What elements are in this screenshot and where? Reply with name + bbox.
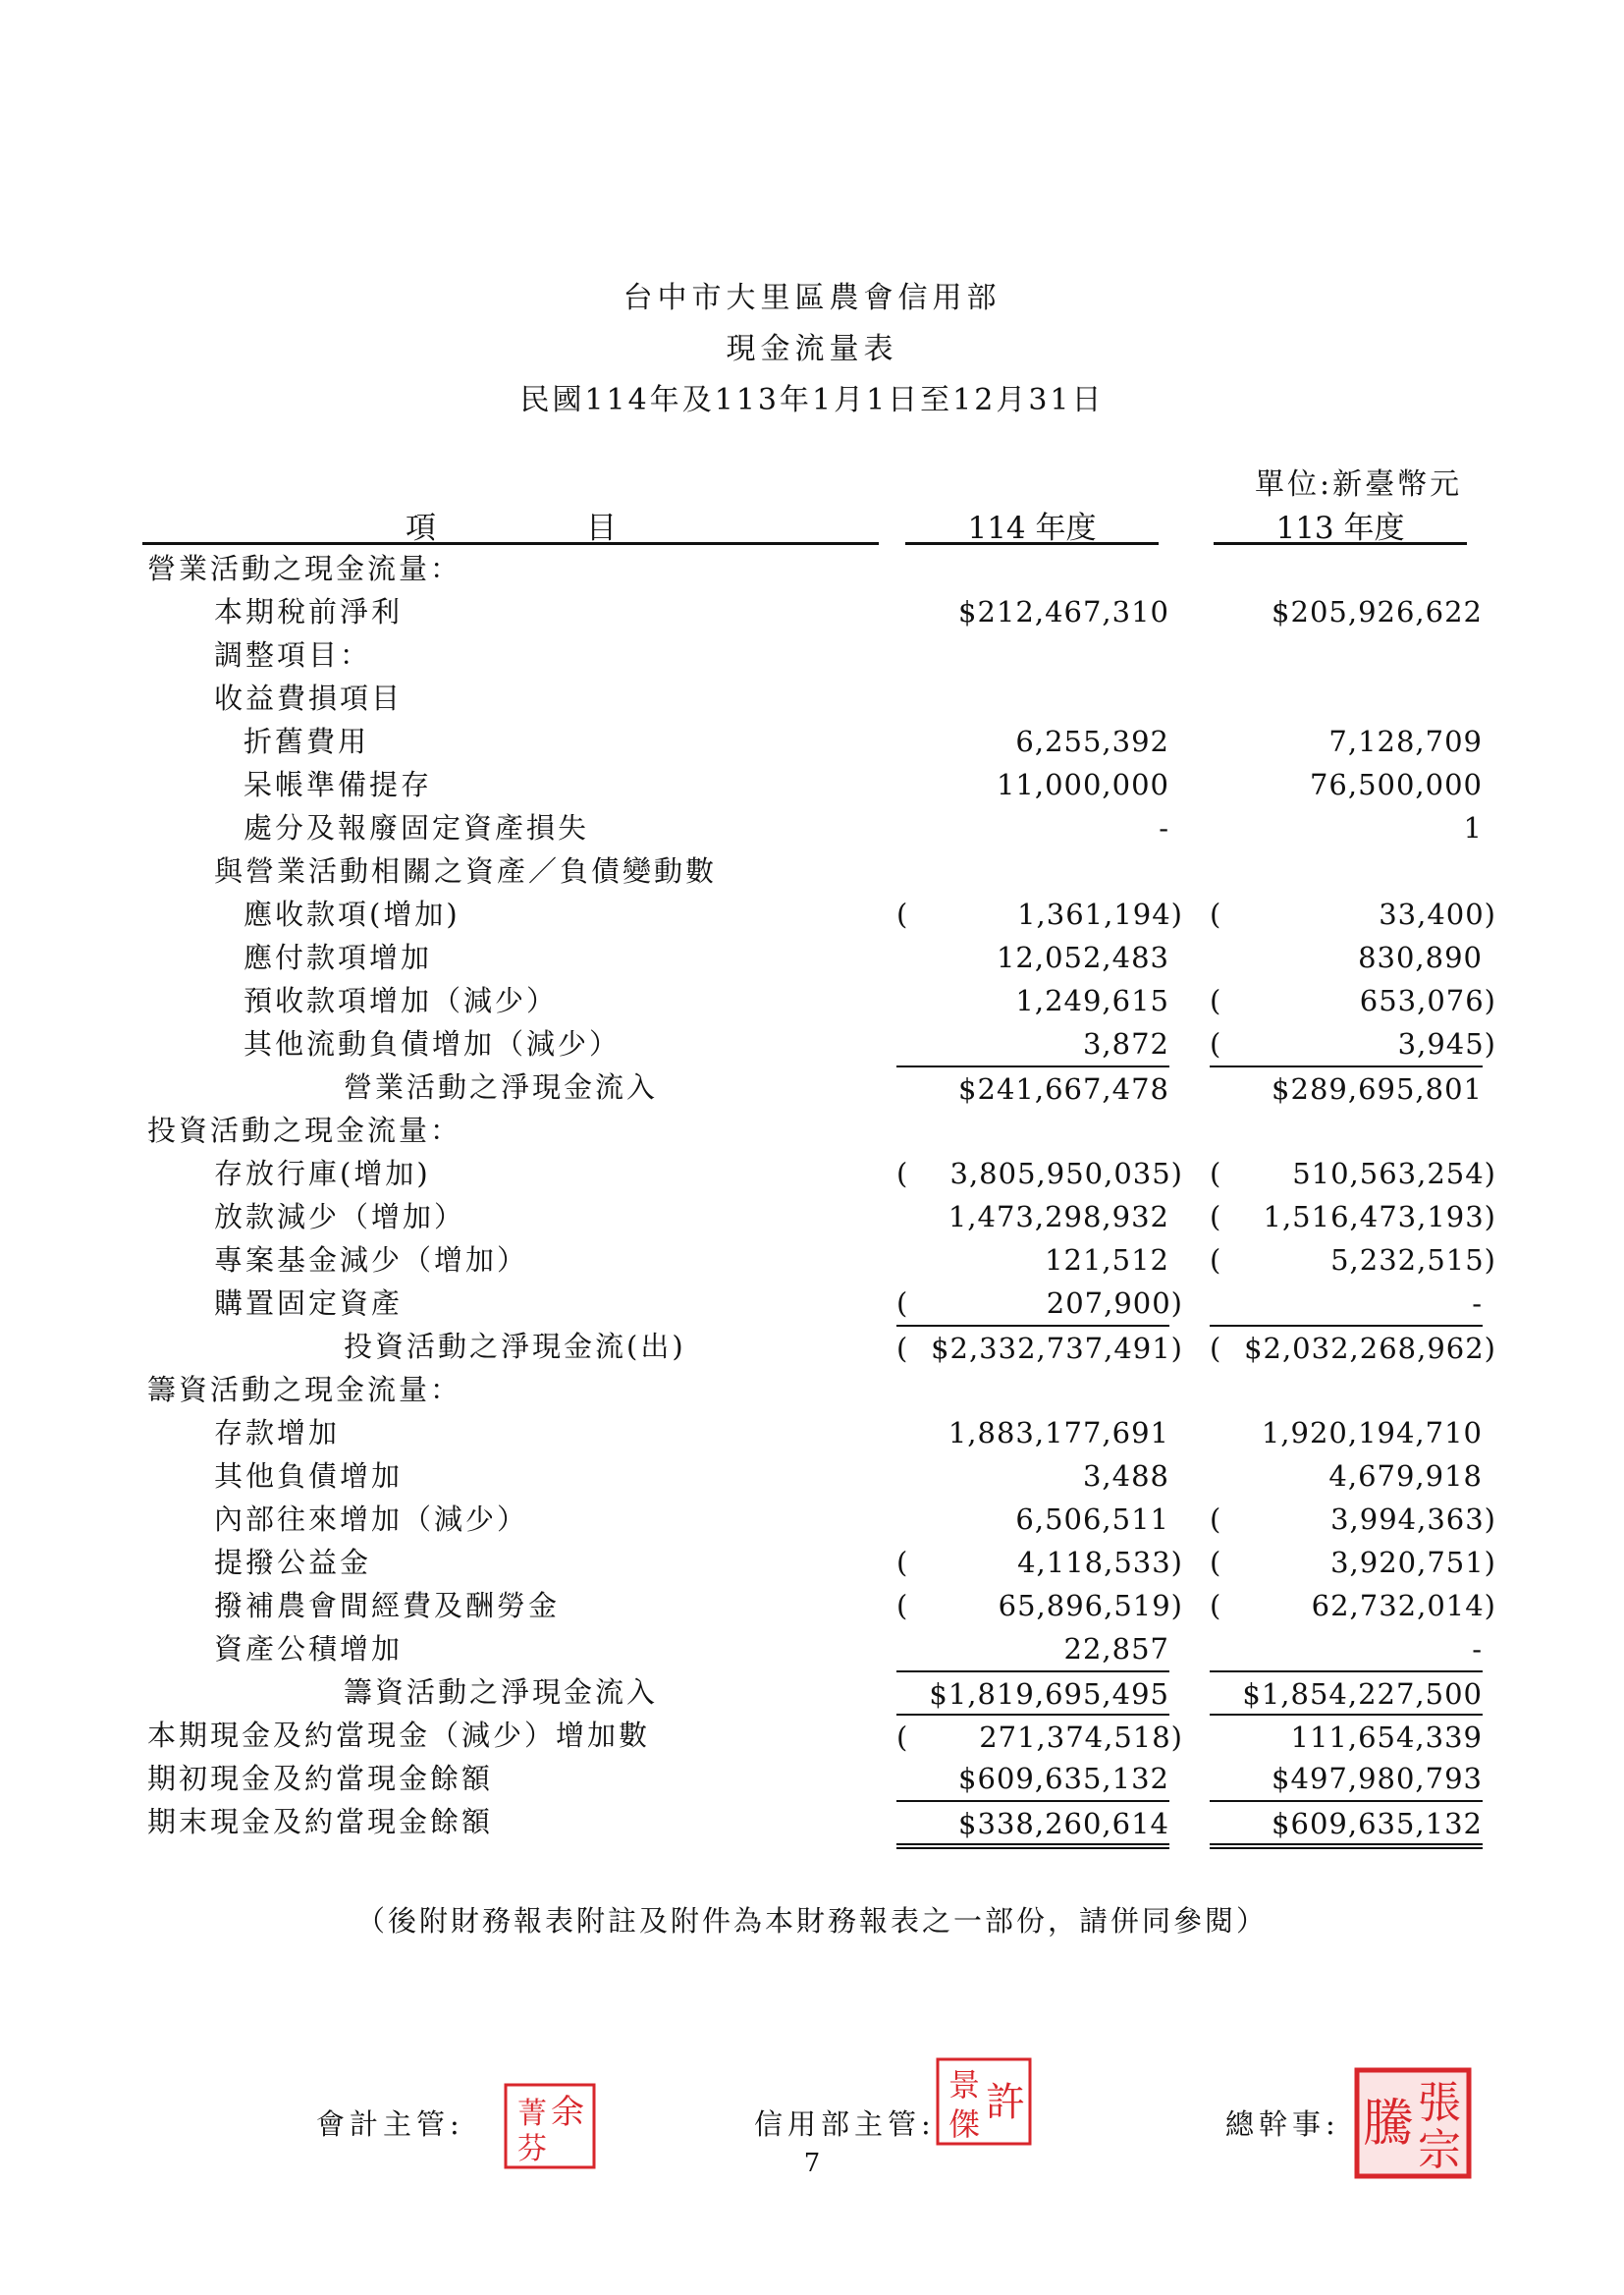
negative-paren: (	[896, 898, 908, 931]
table-row	[0, 547, 1624, 590]
prior-year-value-cell	[1210, 1584, 1496, 1627]
item-column-header	[142, 503, 879, 545]
table-row	[0, 1670, 1624, 1714]
table-row	[0, 1368, 1624, 1411]
row-label: 調整項目：	[214, 638, 372, 672]
prior-year-value: 653,076)	[1359, 984, 1496, 1017]
current-year-value: 6,506,511	[1015, 1503, 1169, 1536]
general-manager-seal	[1353, 2066, 1473, 2180]
prior-year-value-cell	[1210, 720, 1483, 763]
table-row	[0, 1541, 1624, 1584]
item-header-char-2: 目	[586, 511, 617, 546]
current-year-value: 121,512	[1045, 1243, 1169, 1277]
current-year-value-cell	[896, 936, 1169, 979]
table-row	[0, 1411, 1624, 1454]
negative-paren: (	[896, 1286, 908, 1320]
prior-year-value-cell	[1210, 1714, 1483, 1759]
current-year-value-cell	[896, 1195, 1169, 1238]
prior-year-value: 3,920,751)	[1330, 1546, 1496, 1579]
svg-text:景: 景	[947, 2066, 981, 2104]
prior-year-value: $205,926,622	[1272, 595, 1483, 628]
current-year-value-cell	[896, 1066, 1169, 1111]
row-label: 存款增加	[214, 1416, 341, 1449]
prior-year-value: 7,128,709	[1328, 725, 1483, 758]
current-year-value-cell	[896, 1411, 1169, 1454]
table-row	[0, 1066, 1624, 1109]
negative-paren: (	[1210, 1027, 1221, 1061]
table-row	[0, 1498, 1624, 1541]
prior-year-value-cell	[1210, 1670, 1483, 1716]
row-label: 其他流動負債增加（減少）	[244, 1027, 622, 1061]
table-row	[0, 893, 1624, 936]
current-year-value: $2,332,737,491)	[931, 1332, 1183, 1365]
prior-year-value-cell	[1210, 1454, 1483, 1498]
negative-paren: (	[896, 1721, 908, 1754]
row-label: 投資活動之現金流量：	[147, 1114, 462, 1147]
current-year-value-cell	[896, 893, 1183, 936]
prior-year-value-cell	[1210, 1195, 1496, 1238]
row-label: 存放行庫(增加)	[214, 1157, 431, 1190]
accounting-manager-seal	[503, 2082, 597, 2170]
prior-year-value: 76,500,000	[1309, 768, 1483, 801]
table-row	[0, 1195, 1624, 1238]
prior-year-value: 111,654,339	[1290, 1721, 1483, 1754]
row-label: 折舊費用	[244, 725, 370, 758]
prior-year-value: $609,635,132	[1272, 1807, 1483, 1840]
prior-year-value: -	[1472, 1632, 1483, 1666]
row-label: 預收款項增加（減少）	[244, 984, 559, 1017]
table-row	[0, 1584, 1624, 1627]
table-row	[0, 979, 1624, 1022]
current-year-value-cell	[896, 1325, 1183, 1370]
prior-year-value: 830,890	[1358, 941, 1483, 974]
row-label: 內部往來增加（減少）	[214, 1503, 529, 1536]
prior-year-value-cell	[1210, 1325, 1496, 1370]
prior-year-value-cell	[1210, 979, 1496, 1022]
prior-year-value-cell	[1210, 1411, 1483, 1454]
general-manager-label: 總幹事:	[1225, 2107, 1340, 2141]
current-year-value: 207,900)	[1046, 1286, 1183, 1320]
current-year-value-cell	[896, 1627, 1169, 1670]
current-year-value: $1,819,695,495	[929, 1677, 1169, 1711]
prior-year-value: $1,854,227,500	[1242, 1677, 1483, 1711]
prior-year-value-cell	[1210, 893, 1496, 936]
row-label: 應收款項(增加)	[244, 898, 460, 931]
current-year-value-cell	[896, 1541, 1183, 1584]
svg-text:傑: 傑	[947, 2105, 981, 2143]
current-year-value-cell	[896, 979, 1169, 1022]
row-label: 購置固定資產	[214, 1286, 404, 1320]
table-row	[0, 1454, 1624, 1498]
current-year-value: 1,361,194)	[1017, 898, 1183, 931]
prior-year-value: 5,232,515)	[1330, 1243, 1496, 1277]
current-year-value-cell	[896, 720, 1169, 763]
prior-year-value-cell	[1210, 590, 1483, 633]
current-year-value-cell	[896, 1282, 1183, 1325]
prior-year-value: 1,516,473,193)	[1263, 1200, 1496, 1233]
current-year-value-cell	[896, 1238, 1169, 1282]
table-row	[0, 1022, 1624, 1066]
current-year-value: 22,857	[1063, 1632, 1169, 1666]
prior-year-value: -	[1472, 1286, 1483, 1320]
negative-paren: (	[896, 1157, 908, 1190]
current-year-value: 1,249,615	[1015, 984, 1169, 1017]
prior-year-value-cell	[1210, 1066, 1483, 1111]
organization-title: 台中市大里區農會信用部	[623, 281, 1001, 315]
row-label: 籌資活動之現金流量：	[147, 1373, 462, 1406]
prior-year-value: 3,994,363)	[1330, 1503, 1496, 1536]
row-label: 撥補農會間經費及酬勞金	[214, 1589, 561, 1622]
table-row	[0, 1627, 1624, 1670]
prior-year-value-cell	[1210, 1800, 1483, 1849]
current-year-value-cell	[896, 806, 1169, 849]
current-year-value: 1,883,177,691	[947, 1416, 1169, 1449]
negative-paren: (	[896, 1332, 908, 1365]
prior-year-value-cell	[1210, 1541, 1496, 1584]
current-year-value-cell	[896, 1757, 1169, 1800]
accounting-manager-label: 會計主管:	[316, 2107, 464, 2141]
svg-text:張: 張	[1418, 2078, 1461, 2128]
row-label: 籌資活動之淨現金流入	[344, 1675, 659, 1709]
current-year-value: 1,473,298,932	[947, 1200, 1169, 1233]
negative-paren: (	[1210, 1503, 1221, 1536]
table-row	[0, 936, 1624, 979]
prior-year-value: 1,920,194,710	[1261, 1416, 1483, 1449]
prior-year-value-cell	[1210, 936, 1483, 979]
negative-paren: (	[1210, 1546, 1221, 1579]
prior-year-value: 3,945)	[1397, 1027, 1496, 1061]
row-label: 其他負債增加	[214, 1459, 404, 1493]
statement-title: 現金流量表	[726, 332, 898, 366]
prior-year-value: $2,032,268,962)	[1244, 1332, 1496, 1365]
negative-paren: (	[1210, 1589, 1221, 1622]
table-row	[0, 849, 1624, 893]
svg-text:宗: 宗	[1418, 2125, 1461, 2175]
current-year-value: 12,052,483	[996, 941, 1169, 974]
table-row	[0, 720, 1624, 763]
row-label: 提撥公益金	[214, 1546, 372, 1579]
current-year-value: $212,467,310	[958, 595, 1169, 628]
current-year-value-cell	[896, 1498, 1169, 1541]
table-row	[0, 1152, 1624, 1195]
row-label: 呆帳準備提存	[244, 768, 433, 801]
prior-year-value-cell	[1210, 1152, 1496, 1195]
current-year-value-cell	[896, 590, 1169, 633]
current-year-value: 4,118,533)	[1017, 1546, 1183, 1579]
prior-year-value-cell	[1210, 1498, 1496, 1541]
prior-year-value-cell	[1210, 1238, 1496, 1282]
current-year-value-cell	[896, 1714, 1183, 1759]
table-row	[0, 1757, 1624, 1800]
svg-text:騰: 騰	[1362, 2095, 1415, 2154]
row-label: 本期稅前淨利	[214, 595, 404, 628]
row-label: 應付款項增加	[244, 941, 433, 974]
negative-paren: (	[896, 1589, 908, 1622]
row-label: 與營業活動相關之資產／負債變動數	[214, 854, 718, 888]
table-row	[0, 1109, 1624, 1152]
negative-paren: (	[1210, 1200, 1221, 1233]
current-year-value-cell	[896, 1584, 1183, 1627]
current-year-value: $338,260,614	[958, 1807, 1169, 1840]
current-year-value: -	[1159, 811, 1169, 845]
table-row	[0, 1800, 1624, 1843]
current-year-value-cell	[896, 1800, 1169, 1849]
svg-text:許: 許	[986, 2080, 1025, 2125]
prior-year-value: 4,679,918	[1328, 1459, 1483, 1493]
prior-year-value-cell	[1210, 806, 1483, 849]
prior-year-value-cell	[1210, 1627, 1483, 1670]
period-subtitle: 民國114年及113年1月1日至12月31日	[519, 383, 1105, 417]
current-year-column-header: 114 年度	[905, 503, 1159, 545]
current-year-value-cell	[896, 763, 1169, 806]
row-label: 收益費損項目	[214, 682, 404, 715]
row-label: 營業活動之淨現金流入	[344, 1070, 659, 1104]
prior-year-value: $289,695,801	[1272, 1072, 1483, 1106]
table-row	[0, 1282, 1624, 1325]
prior-year-value: 62,732,014)	[1311, 1589, 1496, 1622]
negative-paren: (	[1210, 1332, 1221, 1365]
table-row	[0, 806, 1624, 849]
currency-unit: 單位:新臺幣元	[1255, 467, 1463, 502]
item-header-char-1: 項	[406, 511, 436, 546]
current-year-value: 3,805,950,035)	[949, 1157, 1183, 1190]
row-label: 資產公積增加	[214, 1632, 404, 1666]
row-label: 處分及報廢固定資產損失	[244, 811, 590, 845]
current-year-value: $241,667,478	[958, 1072, 1169, 1106]
prior-year-value: 510,563,254)	[1292, 1157, 1496, 1190]
table-row	[0, 1238, 1624, 1282]
page-number: 7	[803, 2149, 821, 2178]
row-label: 期末現金及約當現金餘額	[147, 1805, 494, 1838]
current-year-value-cell	[896, 1022, 1169, 1066]
table-row	[0, 677, 1624, 720]
current-year-value: 3,872	[1082, 1027, 1169, 1061]
current-year-value-cell	[896, 1152, 1183, 1195]
row-label: 期初現金及約當現金餘額	[147, 1762, 494, 1795]
row-label: 本期現金及約當現金（減少）增加數	[147, 1719, 651, 1752]
table-row	[0, 763, 1624, 806]
footnote: （後附財務報表附註及附件為本財務報表之一部份，請併同參閱）	[355, 1904, 1268, 1938]
prior-year-value: 33,400)	[1379, 898, 1496, 931]
current-year-value: 3,488	[1082, 1459, 1169, 1493]
table-row	[0, 1325, 1624, 1368]
prior-year-value: 1	[1463, 811, 1483, 845]
prior-year-value-cell	[1210, 1757, 1483, 1800]
row-label: 專案基金減少（增加）	[214, 1243, 529, 1277]
table-row	[0, 633, 1624, 677]
row-label: 營業活動之現金流量：	[147, 552, 462, 585]
negative-paren: (	[1210, 984, 1221, 1017]
current-year-value-cell	[896, 1454, 1169, 1498]
prior-year-column-header: 113 年度	[1214, 503, 1467, 545]
table-row	[0, 1714, 1624, 1757]
negative-paren: (	[1210, 1157, 1221, 1190]
row-label: 投資活動之淨現金流(出)	[344, 1330, 686, 1363]
table-row	[0, 590, 1624, 633]
prior-year-value-cell	[1210, 1282, 1483, 1325]
current-year-value-cell	[896, 1670, 1169, 1716]
negative-paren: (	[896, 1546, 908, 1579]
cash-flow-table	[0, 547, 1624, 1843]
prior-year-value: $497,980,793	[1272, 1762, 1483, 1795]
negative-paren: (	[1210, 898, 1221, 931]
current-year-value: 65,896,519)	[998, 1589, 1183, 1622]
current-year-value: 271,374,518)	[979, 1721, 1183, 1754]
current-year-value: 6,255,392	[1015, 725, 1169, 758]
prior-year-value-cell	[1210, 1022, 1496, 1066]
current-year-value: 11,000,000	[996, 768, 1169, 801]
svg-text:芬: 芬	[517, 2132, 547, 2166]
svg-text:余: 余	[551, 2093, 584, 2132]
prior-year-value-cell	[1210, 763, 1483, 806]
svg-text:菁: 菁	[517, 2097, 547, 2131]
credit-manager-label: 信用部主管:	[754, 2107, 936, 2141]
credit-manager-seal	[935, 2056, 1033, 2147]
row-label: 放款減少（增加）	[214, 1200, 466, 1233]
negative-paren: (	[1210, 1243, 1221, 1277]
current-year-value: $609,635,132	[958, 1762, 1169, 1795]
